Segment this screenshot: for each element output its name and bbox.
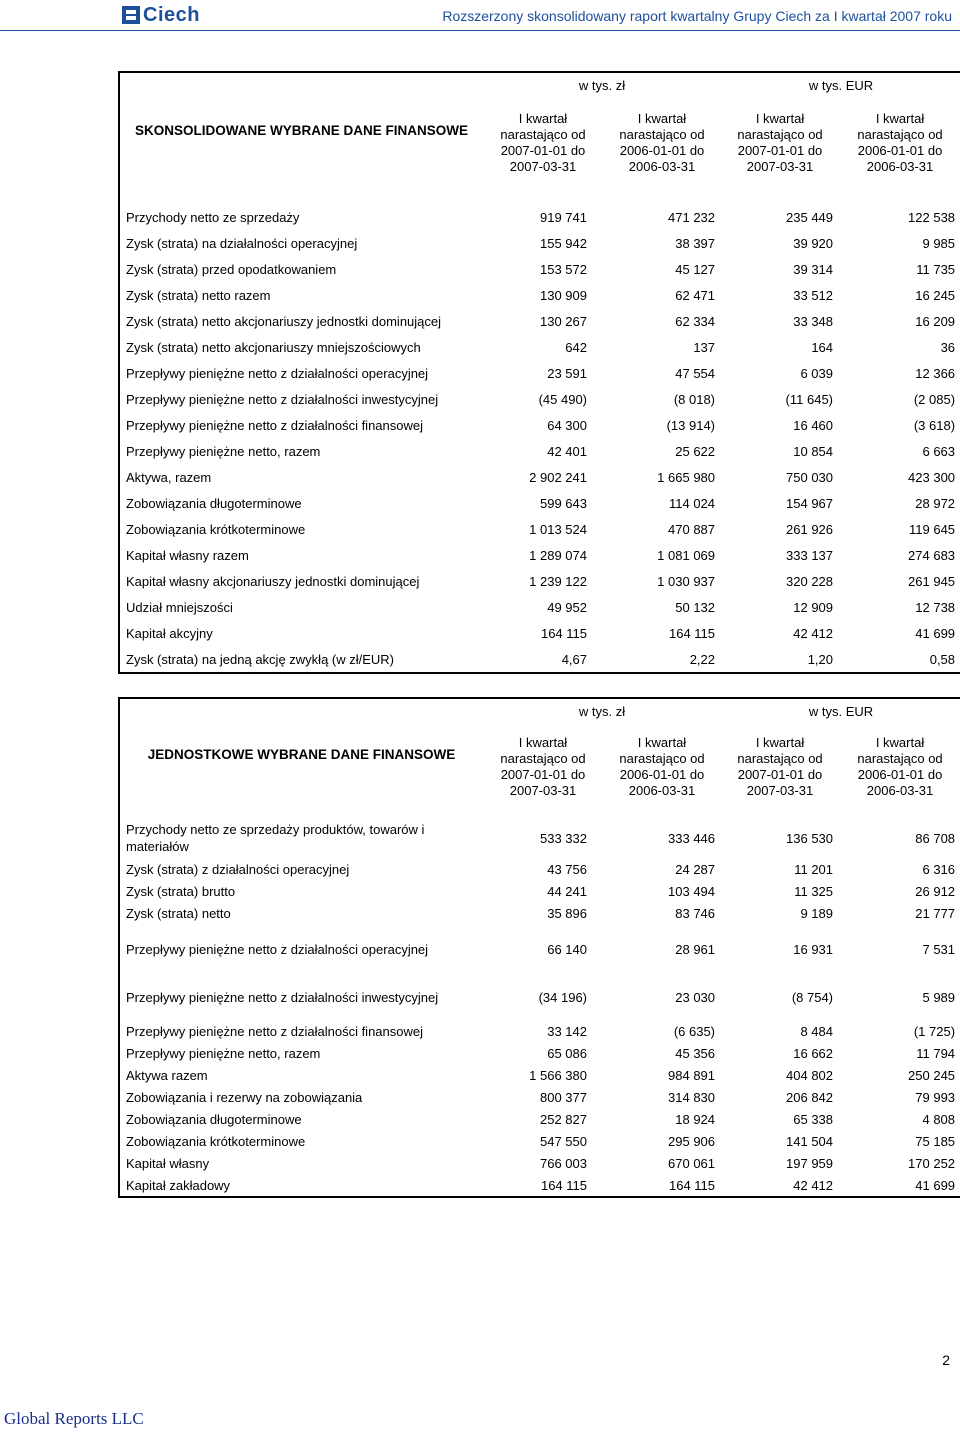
column-header-line: narastająco od — [619, 127, 705, 142]
row-value: 919 741 — [540, 209, 587, 225]
row-value: (1 725) — [913, 1023, 956, 1039]
row-value: 164 — [811, 339, 834, 355]
footer-brand: Global Reports LLC — [4, 1409, 144, 1428]
row-value: 28 961 — [675, 941, 716, 957]
row-value: 404 802 — [786, 1067, 834, 1083]
row-value: 33 142 — [547, 1023, 587, 1039]
row-value: 170 252 — [908, 1155, 956, 1171]
row-value: 197 959 — [786, 1155, 834, 1171]
column-header-line: narastająco od — [857, 127, 943, 142]
row-value: 114 024 — [668, 495, 716, 511]
section-title: SKONSOLIDOWANE WYBRANE DANE FINANSOWE — [134, 123, 468, 138]
row-value: (8 018) — [673, 391, 716, 407]
row-value: 62 471 — [675, 287, 716, 303]
row-value: 49 952 — [547, 599, 587, 615]
table-row — [119, 1174, 960, 1197]
row-value: 39 314 — [793, 261, 834, 277]
column-header-line: 2007-01-01 do — [737, 767, 823, 782]
row-value: 136 530 — [786, 830, 834, 846]
page-number: 2 — [942, 1352, 950, 1368]
spacer-cell — [483, 188, 960, 204]
row-value: 12 366 — [915, 365, 956, 381]
row-value: 250 245 — [908, 1067, 956, 1083]
row-label: Udział mniejszości — [126, 599, 233, 615]
ciech-logo — [122, 4, 200, 26]
row-value: 5 989 — [922, 989, 956, 1005]
row-value: 8 484 — [800, 1023, 834, 1039]
row-value: 2 902 241 — [529, 469, 587, 485]
column-header-line: 2007-03-31 — [509, 783, 577, 798]
row-value: 64 300 — [547, 417, 587, 433]
row-value: 547 550 — [540, 1133, 587, 1149]
row-value: 11 794 — [916, 1045, 956, 1061]
column-header-line: narastająco od — [857, 751, 943, 766]
column-header-line: I kwartał — [875, 111, 925, 126]
consolidated-financial-table — [118, 71, 960, 674]
row-value: 670 061 — [668, 1155, 716, 1171]
page-header — [0, 0, 960, 34]
row-label: Zysk (strata) brutto — [126, 883, 236, 899]
row-value: (45 490) — [538, 391, 587, 407]
row-value: 12 738 — [915, 599, 956, 615]
table-row — [119, 1042, 960, 1064]
row-value: 984 891 — [668, 1067, 716, 1083]
row-label: Zysk (strata) przed opodatkowaniem — [126, 261, 337, 277]
row-label: Przepływy pieniężne netto, razem — [126, 443, 321, 459]
row-label: Zobowiązania długoterminowe — [126, 495, 302, 511]
row-value: 6 663 — [922, 443, 956, 459]
row-value: 26 912 — [915, 883, 956, 899]
row-label: Kapitał własny razem — [126, 547, 249, 563]
row-value: 11 325 — [794, 883, 834, 899]
row-value: 42 412 — [793, 625, 834, 641]
table-row — [119, 620, 960, 646]
row-value: 16 931 — [793, 941, 834, 957]
row-value: 18 924 — [675, 1111, 716, 1127]
row-value: 1,20 — [721, 646, 839, 673]
row-label: Przepływy pieniężne netto z działalności finansowej — [126, 417, 423, 433]
column-header-line: narastająco od — [737, 751, 823, 766]
row-value: 261 926 — [786, 521, 834, 537]
row-label: Zysk (strata) netto — [126, 905, 231, 921]
column-header-line: 2006-03-31 — [628, 159, 696, 174]
row-value: 16 209 — [915, 313, 956, 329]
row-value: 0,58 — [839, 646, 960, 673]
row-label: Aktywa, razem — [126, 469, 212, 485]
row-value: 21 777 — [915, 905, 956, 921]
row-value: 50 132 — [675, 599, 716, 615]
ciech-logo-icon — [122, 6, 140, 24]
logo-text: Ciech — [143, 3, 200, 26]
standalone-financial-table — [118, 697, 960, 1198]
row-value: 33 348 — [793, 313, 834, 329]
row-value: 130 909 — [540, 287, 587, 303]
row-value: 164 115 — [483, 1174, 603, 1197]
row-value: 11 201 — [794, 861, 834, 877]
section-title: JEDNOSTKOWE WYBRANE DANE FINANSOWE — [147, 747, 456, 762]
row-value: 35 896 — [547, 905, 587, 921]
row-value: 642 — [565, 339, 587, 355]
unit-eur-label: w tys. EUR — [808, 704, 874, 719]
column-header — [483, 724, 603, 810]
row-value: 33 512 — [793, 287, 834, 303]
row-label: Zobowiązania krótkoterminowe — [126, 521, 306, 537]
row-value: 10 854 — [793, 443, 834, 459]
row-value: 11 735 — [916, 261, 956, 277]
row-value: 12 909 — [793, 599, 834, 615]
column-header-line: 2007-01-01 do — [737, 143, 823, 158]
row-value: (11 645) — [785, 391, 834, 407]
row-value: 25 622 — [675, 443, 716, 459]
row-value: 23 591 — [547, 365, 587, 381]
row-value: 4,67 — [483, 646, 603, 673]
table-row — [119, 334, 960, 360]
header-divider — [0, 30, 960, 31]
table-row — [119, 1086, 960, 1108]
row-label: Kapitał własny akcjonariuszy jednostki dominującej — [126, 573, 420, 589]
row-label: Przepływy pieniężne netto z działalności inwestycyjnej — [126, 989, 439, 1005]
row-value: 470 887 — [668, 521, 716, 537]
table-row — [119, 974, 960, 1020]
row-value: 41 699 — [839, 1174, 960, 1197]
row-value: 1 239 122 — [529, 573, 587, 589]
row-value: 103 494 — [668, 883, 716, 899]
table-row — [119, 880, 960, 902]
column-header-line: 2007-03-31 — [746, 783, 814, 798]
table-row — [119, 438, 960, 464]
table-row — [119, 1064, 960, 1086]
column-header-line: I kwartał — [637, 111, 687, 126]
row-value: 23 030 — [675, 989, 716, 1005]
unit-pln-label: w tys. zł — [578, 704, 626, 719]
column-header-line: narastająco od — [619, 751, 705, 766]
row-value: 1 289 074 — [529, 547, 587, 563]
table-row — [119, 1130, 960, 1152]
row-value: 1 665 980 — [657, 469, 716, 485]
row-label: Kapitał zakładowy — [119, 1174, 483, 1197]
column-header-line: I kwartał — [518, 111, 568, 126]
row-value: 164 115 — [603, 1174, 721, 1197]
column-header — [483, 98, 603, 188]
row-value: 122 538 — [908, 209, 956, 225]
row-value: 164 115 — [540, 625, 587, 641]
unit-pln-label: w tys. zł — [578, 78, 626, 93]
row-value: 261 945 — [908, 573, 956, 589]
table-row — [119, 412, 960, 438]
row-value: 9 189 — [800, 905, 834, 921]
row-value: 154 967 — [786, 495, 834, 511]
column-header-line: I kwartał — [518, 735, 568, 750]
row-value: 130 267 — [540, 313, 587, 329]
spacer-cell — [119, 810, 483, 818]
column-header — [839, 98, 960, 188]
column-header-line: narastająco od — [500, 127, 586, 142]
row-value: 6 316 — [922, 861, 956, 877]
row-value: 75 185 — [915, 1133, 956, 1149]
row-label: Przepływy pieniężne netto, razem — [126, 1045, 321, 1061]
column-header-line: 2007-03-31 — [509, 159, 577, 174]
row-value: 16 245 — [915, 287, 956, 303]
row-value: 533 332 — [540, 830, 587, 846]
row-value: 42 401 — [547, 443, 587, 459]
row-value: 47 554 — [675, 365, 716, 381]
row-value: 79 993 — [915, 1089, 956, 1105]
row-label: Zobowiązania krótkoterminowe — [126, 1133, 306, 1149]
column-header-line: 2006-01-01 do — [857, 767, 943, 782]
row-value: 599 643 — [540, 495, 587, 511]
row-label: Zobowiązania długoterminowe — [126, 1111, 302, 1127]
table-row — [119, 542, 960, 568]
row-label: Zobowiązania i rezerwy na zobowiązania — [126, 1089, 363, 1105]
table-row — [119, 308, 960, 334]
row-value: 9 985 — [922, 235, 956, 251]
table-row — [119, 924, 960, 974]
row-value: 1 081 069 — [657, 547, 716, 563]
column-header-line: narastająco od — [737, 127, 823, 142]
row-value: (3 618) — [913, 417, 956, 433]
row-value: (2 085) — [913, 391, 956, 407]
row-value: 423 300 — [908, 469, 956, 485]
row-label: Kapitał własny — [126, 1155, 210, 1171]
column-header-line: 2006-01-01 do — [619, 143, 705, 158]
table-row — [119, 230, 960, 256]
table-row — [119, 646, 960, 673]
row-value: 43 756 — [547, 861, 587, 877]
row-value: 274 683 — [908, 547, 956, 563]
row-value: 7 531 — [922, 941, 956, 957]
row-label: Przepływy pieniężne netto z działalności operacyjnej — [126, 941, 429, 957]
row-value: 252 827 — [540, 1111, 587, 1127]
row-value: (6 635) — [673, 1023, 716, 1039]
row-value: (8 754) — [791, 989, 834, 1005]
column-header-line: 2006-01-01 do — [619, 767, 705, 782]
table-row — [119, 386, 960, 412]
row-value: (13 914) — [666, 417, 716, 433]
column-header-line: 2006-03-31 — [866, 159, 934, 174]
row-value: 16 460 — [793, 417, 834, 433]
row-value: 41 699 — [915, 625, 956, 641]
row-label: Przepływy pieniężne netto z działalności inwestycyjnej — [126, 391, 439, 407]
column-header-line: narastająco od — [500, 751, 586, 766]
column-header-line: 2007-01-01 do — [500, 767, 586, 782]
report-title: Rozszerzony skonsolidowany raport kwartalny Grupy Ciech za I kwartał 2007 roku — [442, 8, 952, 24]
row-value: 320 228 — [786, 573, 834, 589]
row-label: Zysk (strata) netto akcjonariuszy mniejszościowych — [126, 339, 421, 355]
row-value: 750 030 — [786, 469, 834, 485]
row-label: Zysk (strata) netto razem — [126, 287, 271, 303]
row-value: 1 030 937 — [657, 573, 716, 589]
column-header — [603, 98, 721, 188]
row-value: 333 137 — [786, 547, 834, 563]
column-header-line: 2006-01-01 do — [857, 143, 943, 158]
row-label: Kapitał akcyjny — [126, 625, 213, 641]
table-row — [119, 858, 960, 880]
row-label: Zysk (strata) z działalności operacyjnej — [126, 861, 350, 877]
row-value: 66 140 — [547, 941, 587, 957]
table-row — [119, 490, 960, 516]
row-value: 2,22 — [603, 646, 721, 673]
table-row — [119, 256, 960, 282]
row-value: 155 942 — [540, 235, 587, 251]
row-value: 44 241 — [547, 883, 587, 899]
row-value: 39 920 — [793, 235, 834, 251]
table-row — [119, 282, 960, 308]
row-value: 16 662 — [793, 1045, 834, 1061]
row-value: 766 003 — [540, 1155, 587, 1171]
table-row — [119, 464, 960, 490]
table-row — [119, 204, 960, 230]
column-header-line: 2006-03-31 — [628, 783, 696, 798]
table-row — [119, 1108, 960, 1130]
row-value: 4 808 — [922, 1111, 956, 1127]
table-row — [119, 516, 960, 542]
column-header-line: I kwartał — [755, 111, 805, 126]
spacer-cell — [483, 810, 960, 818]
row-value: 36 — [940, 339, 956, 355]
row-value: 153 572 — [540, 261, 587, 277]
row-value: 65 338 — [793, 1111, 834, 1127]
column-header — [721, 724, 839, 810]
row-value: 235 449 — [786, 209, 834, 225]
column-header — [721, 98, 839, 188]
column-header-line: 2007-03-31 — [746, 159, 814, 174]
row-value: 62 334 — [675, 313, 716, 329]
row-value: 141 504 — [786, 1133, 834, 1149]
row-value: 83 746 — [675, 905, 716, 921]
row-value: 295 906 — [668, 1133, 716, 1149]
row-value: 45 356 — [675, 1045, 716, 1061]
table-row — [119, 1020, 960, 1042]
row-value: 86 708 — [915, 830, 956, 846]
row-label: Przepływy pieniężne netto z działalności operacyjnej — [126, 365, 429, 381]
row-value: 28 972 — [915, 495, 956, 511]
table-row — [119, 360, 960, 386]
consolidated-table-body — [119, 204, 960, 673]
row-label: Przychody netto ze sprzedaży — [126, 209, 300, 225]
column-header-line: 2007-01-01 do — [500, 143, 586, 158]
row-value: (34 196) — [538, 989, 587, 1005]
row-value: 119 645 — [909, 521, 956, 537]
row-value: 65 086 — [547, 1045, 587, 1061]
row-label: Zysk (strata) na działalności operacyjnej — [126, 235, 358, 251]
row-value: 1 566 380 — [529, 1067, 587, 1083]
table-row — [119, 594, 960, 620]
table-row — [119, 902, 960, 924]
column-header-line: I kwartał — [875, 735, 925, 750]
row-value: 137 — [693, 339, 716, 355]
row-value: 800 377 — [540, 1089, 587, 1105]
row-value: 45 127 — [675, 261, 716, 277]
row-value: 314 830 — [668, 1089, 716, 1105]
row-label: Aktywa razem — [126, 1067, 208, 1083]
row-label: Zysk (strata) netto akcjonariuszy jednostki dominującej — [126, 313, 442, 329]
column-header-line: 2006-03-31 — [866, 783, 934, 798]
standalone-table-body — [119, 818, 960, 1197]
table-row — [119, 568, 960, 594]
row-value: 1 013 524 — [529, 521, 587, 537]
row-value: 333 446 — [668, 830, 716, 846]
spacer-cell — [119, 188, 483, 204]
row-label: Zysk (strata) na jedną akcję zwykłą (w zł/EUR) — [119, 646, 483, 673]
column-header-line: I kwartał — [755, 735, 805, 750]
column-header-line: I kwartał — [637, 735, 687, 750]
column-header — [603, 724, 721, 810]
row-value: 42 412 — [721, 1174, 839, 1197]
row-label: Przepływy pieniężne netto z działalności finansowej — [126, 1023, 423, 1039]
table-row — [119, 818, 960, 858]
row-value: 471 232 — [668, 209, 716, 225]
row-value: 6 039 — [800, 365, 834, 381]
row-value: 24 287 — [675, 861, 716, 877]
row-value: 164 115 — [668, 625, 716, 641]
row-value: 206 842 — [786, 1089, 834, 1105]
table-row — [119, 1152, 960, 1174]
row-label: Przychody netto ze sprzedaży produktów, towarów i materiałów — [126, 822, 425, 854]
row-value: 38 397 — [675, 235, 716, 251]
unit-eur-label: w tys. EUR — [808, 78, 874, 93]
column-header — [839, 724, 960, 810]
